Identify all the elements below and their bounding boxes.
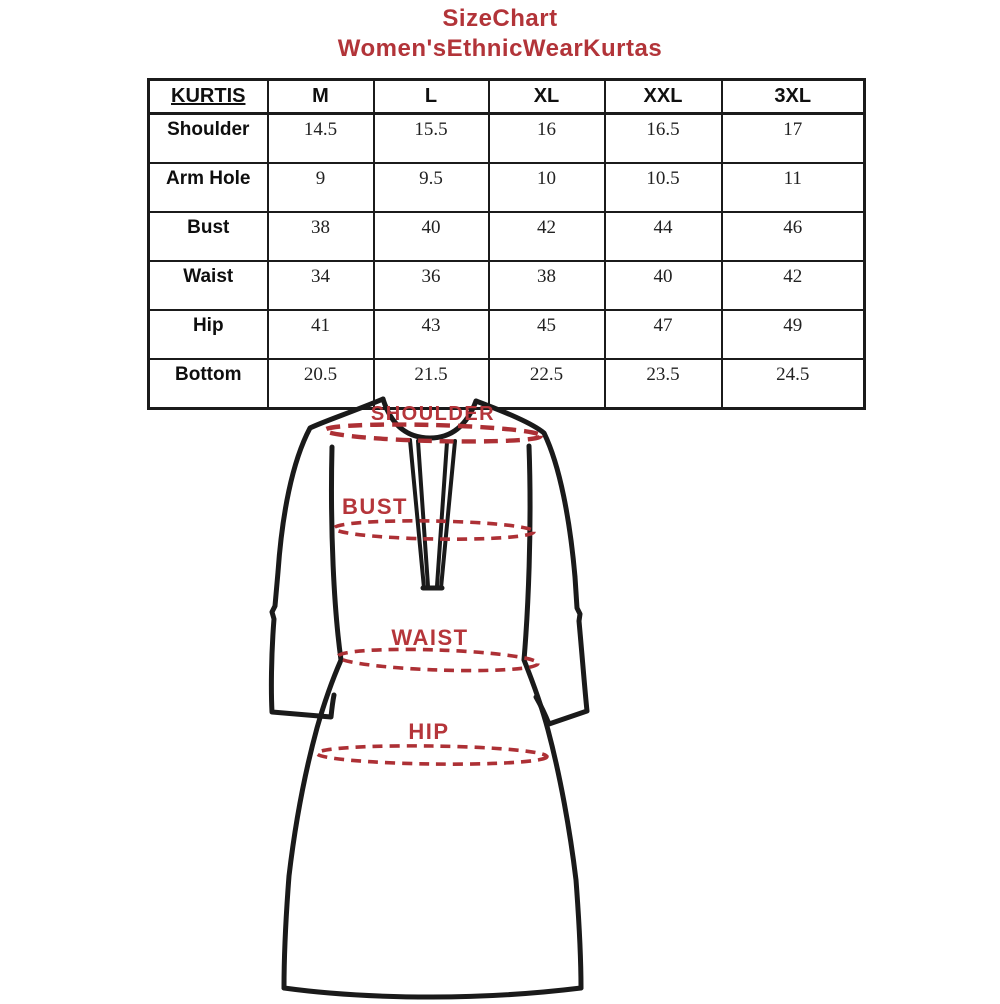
row-label: Hip bbox=[149, 310, 268, 359]
page-subtitle: Women'sEthnicWearKurtas bbox=[337, 35, 663, 62]
size-value-cell: 21.5 bbox=[374, 359, 489, 409]
size-value-cell: 44 bbox=[605, 212, 722, 261]
size-value-cell: 40 bbox=[605, 261, 722, 310]
page-title: SizeChart bbox=[442, 5, 558, 32]
size-table-body bbox=[149, 114, 865, 409]
size-value-cell: 40 bbox=[374, 212, 489, 261]
size-value-cell: 45 bbox=[489, 310, 605, 359]
size-value-cell: 16.5 bbox=[605, 114, 722, 164]
size-value-cell: 22.5 bbox=[489, 359, 605, 409]
table-row bbox=[149, 310, 865, 359]
size-table-container bbox=[147, 78, 866, 410]
column-header: 3XL bbox=[722, 80, 865, 114]
size-value-cell: 43 bbox=[374, 310, 489, 359]
shoulder-measure-line bbox=[325, 422, 541, 444]
size-value-cell: 34 bbox=[268, 261, 374, 310]
column-header: M bbox=[268, 80, 374, 114]
bust-label: BUST bbox=[342, 494, 408, 519]
size-value-cell: 36 bbox=[374, 261, 489, 310]
row-label: Bust bbox=[149, 212, 268, 261]
hip-measure-line bbox=[317, 744, 547, 765]
size-value-cell: 16 bbox=[489, 114, 605, 164]
size-table-header-row bbox=[149, 80, 865, 114]
waist-measure-line bbox=[338, 647, 539, 674]
waist-label: WAIST bbox=[391, 625, 469, 650]
table-row bbox=[149, 261, 865, 310]
row-label: Shoulder bbox=[149, 114, 268, 164]
table-row bbox=[149, 212, 865, 261]
column-header: L bbox=[374, 80, 489, 114]
kurta-left-sleeve bbox=[271, 399, 383, 717]
size-value-cell: 42 bbox=[489, 212, 605, 261]
column-header: KURTIS bbox=[149, 80, 268, 114]
size-value-cell: 24.5 bbox=[722, 359, 865, 409]
size-value-cell: 23.5 bbox=[605, 359, 722, 409]
shoulder-label: SHOULDER bbox=[370, 403, 496, 425]
row-label: Waist bbox=[149, 261, 268, 310]
size-value-cell: 14.5 bbox=[268, 114, 374, 164]
size-value-cell: 41 bbox=[268, 310, 374, 359]
kurta-diagram bbox=[208, 388, 652, 1004]
column-header: XXL bbox=[605, 80, 722, 114]
size-value-cell: 38 bbox=[489, 261, 605, 310]
size-value-cell: 11 bbox=[722, 163, 865, 212]
size-value-cell: 38 bbox=[268, 212, 374, 261]
size-value-cell: 47 bbox=[605, 310, 722, 359]
row-label: Bottom bbox=[149, 359, 268, 409]
title-block bbox=[0, 4, 1000, 64]
hip-label: HIP bbox=[408, 719, 450, 744]
row-label: Arm Hole bbox=[149, 163, 268, 212]
kurta-hem bbox=[284, 988, 581, 997]
size-value-cell: 42 bbox=[722, 261, 865, 310]
size-value-cell: 10.5 bbox=[605, 163, 722, 212]
size-table bbox=[147, 78, 866, 410]
size-value-cell: 10 bbox=[489, 163, 605, 212]
size-value-cell: 15.5 bbox=[374, 114, 489, 164]
size-value-cell: 46 bbox=[722, 212, 865, 261]
size-value-cell: 9.5 bbox=[374, 163, 489, 212]
size-value-cell: 9 bbox=[268, 163, 374, 212]
bust-measure-line bbox=[334, 519, 534, 540]
column-header: XL bbox=[489, 80, 605, 114]
kurta-placket bbox=[410, 440, 455, 588]
size-value-cell: 49 bbox=[722, 310, 865, 359]
size-value-cell: 17 bbox=[722, 114, 865, 164]
table-row bbox=[149, 163, 865, 212]
size-value-cell: 20.5 bbox=[268, 359, 374, 409]
table-row bbox=[149, 114, 865, 164]
